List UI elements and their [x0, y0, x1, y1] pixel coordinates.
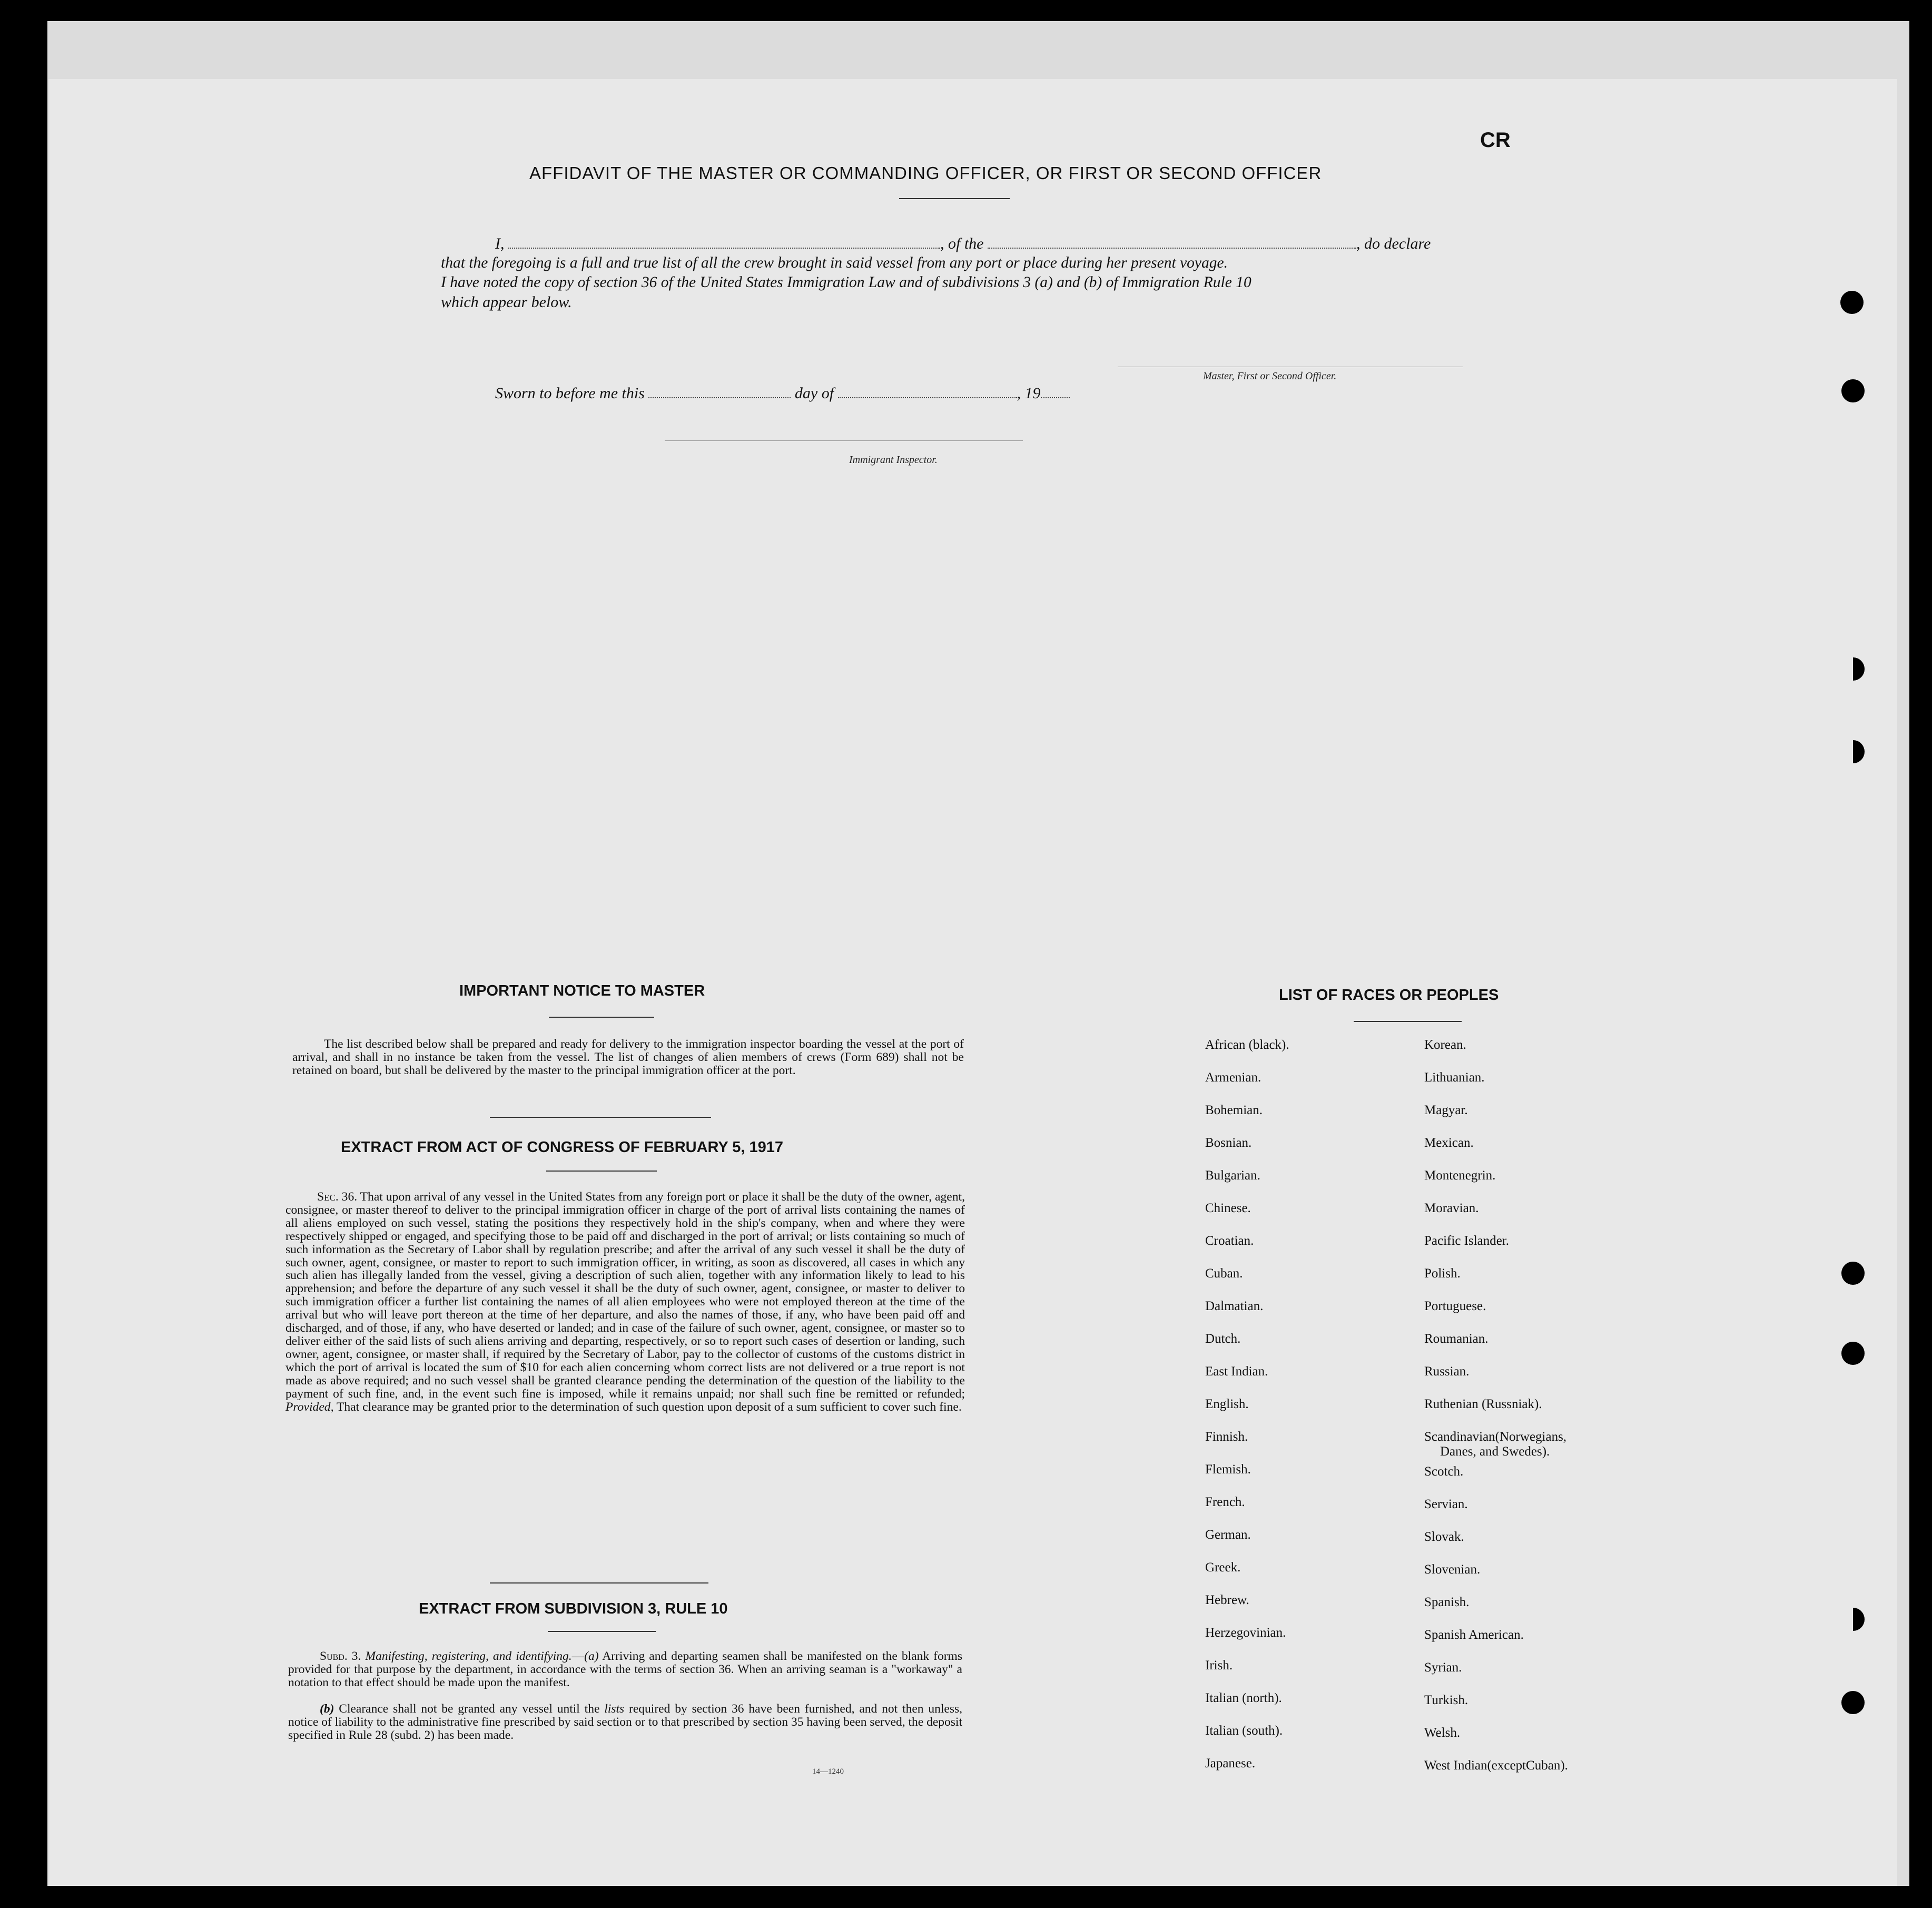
rule-text-a: Subd. 3. Manifesting, registering, and identifying.—(a) Arriving and departing seamen shall be manifested on the blank forms provided for that purpose by the department, in accordance with the terms of section 36. When an arriving seaman is a "workaway" a notation to that effect should be made upon the manifest.	[288, 1649, 962, 1689]
heading-rule	[899, 198, 1010, 199]
races-rule	[1354, 1021, 1462, 1022]
notice-rule	[549, 1017, 654, 1018]
sworn-label: Sworn to before me this	[495, 385, 645, 402]
punch-hole	[1841, 1262, 1865, 1285]
race-item: Ruthenian (Russniak).	[1424, 1397, 1542, 1411]
race-item: Chinese.	[1205, 1201, 1251, 1215]
affidavit-heading: AFFIDAVIT OF THE MASTER OR COMMANDING OFFICER, OR FIRST OR SECOND OFFICER	[529, 163, 1322, 183]
race-item: Roumanian.	[1424, 1332, 1489, 1346]
subd-title: Manifesting, registering, and identifying.	[365, 1649, 572, 1663]
race-item: Scandinavian(Norwegians,	[1424, 1430, 1567, 1444]
sec-body-end: That clearance may be granted prior to the determination of such question upon deposit of a sum sufficient to cover such fine.	[337, 1400, 962, 1414]
punch-hole	[1841, 740, 1865, 763]
race-item: Bulgarian.	[1205, 1168, 1260, 1183]
punch-hole	[1841, 657, 1865, 681]
affidavit-line-2: that the foregoing is a full and true list of all the crew brought in said vessel from any port or place during her present voyage.	[441, 254, 1228, 271]
race-item: Portuguese.	[1424, 1299, 1486, 1313]
sworn-year-field[interactable]	[1041, 397, 1070, 398]
form-sheet	[48, 79, 1897, 1886]
race-item: English.	[1205, 1397, 1249, 1411]
a-label: (a)	[584, 1649, 599, 1663]
master-caption: Master, First or Second Officer.	[1203, 370, 1337, 382]
inspector-signature-line[interactable]	[665, 440, 1023, 441]
race-item: Danes, and Swedes).	[1440, 1444, 1550, 1459]
separator-rule	[490, 1117, 711, 1118]
act-rule	[546, 1171, 657, 1172]
punch-hole	[1841, 1608, 1865, 1631]
race-item: Cuban.	[1205, 1266, 1243, 1281]
declare-label: , do declare	[1356, 235, 1431, 252]
sworn-month-field[interactable]	[838, 397, 1017, 398]
race-item: Lithuanian.	[1424, 1070, 1485, 1085]
affidavit-line-1	[495, 235, 1431, 253]
race-item: Pacific Islander.	[1424, 1234, 1510, 1248]
rule-heading-rule	[548, 1631, 656, 1632]
subd-label: Subd. 3.	[320, 1649, 361, 1663]
race-item: French.	[1205, 1495, 1245, 1509]
race-item: Scotch.	[1424, 1464, 1464, 1479]
race-item: East Indian.	[1205, 1364, 1268, 1379]
sworn-day-field[interactable]	[648, 397, 791, 398]
i-label: I,	[495, 235, 505, 252]
year-label: , 19	[1017, 385, 1041, 402]
race-item: Servian.	[1424, 1497, 1468, 1511]
form-number: 14—1240	[812, 1767, 844, 1776]
race-item: Turkish.	[1424, 1693, 1468, 1707]
race-item: Herzegovinian.	[1205, 1626, 1286, 1640]
rule-text-b	[288, 1703, 962, 1742]
race-item: Magyar.	[1424, 1103, 1468, 1117]
race-item: Mexican.	[1424, 1136, 1474, 1150]
race-item: Hebrew.	[1205, 1593, 1249, 1607]
punch-hole	[1841, 379, 1865, 402]
b-text-2: required by section 36 have been furnished, and not then unless, notice of liability to the administrative fine prescribed by said section or to that prescribed by section 35 having been served, the deposit specified in Rule 28 (subd. 2) has been made.	[288, 1702, 963, 1742]
race-item: Dutch.	[1205, 1332, 1241, 1346]
race-item: Armenian.	[1205, 1070, 1261, 1085]
punch-hole	[1840, 291, 1864, 314]
race-item: Bohemian.	[1205, 1103, 1263, 1117]
b-lists: lists	[604, 1702, 625, 1716]
a-text: Arriving and departing seamen shall be manifested on the blank forms provided for that purpose by the department, in accordance with the terms of section 36. When an arriving seaman is a "workaway" a notation to that effect should be made upon the manifest.	[288, 1649, 962, 1689]
race-item: Russian.	[1424, 1364, 1470, 1379]
race-item: Slovenian.	[1424, 1562, 1481, 1577]
race-item: Syrian.	[1424, 1660, 1462, 1675]
race-item: Italian (north).	[1205, 1691, 1282, 1705]
rule-heading: EXTRACT FROM SUBDIVISION 3, RULE 10	[419, 1600, 728, 1617]
inspector-caption: Immigrant Inspector.	[849, 454, 938, 466]
b-label: (b)	[320, 1702, 334, 1716]
vessel-field[interactable]	[988, 247, 1356, 249]
act-heading: EXTRACT FROM ACT OF CONGRESS OF FEBRUARY 5, 1917	[341, 1139, 784, 1156]
affidavit-line-4: which appear below.	[441, 293, 572, 311]
sworn-line	[495, 385, 1070, 402]
race-item: Flemish.	[1205, 1462, 1251, 1477]
corner-heading-fragment: CR	[1480, 129, 1511, 152]
race-item: Greek.	[1205, 1560, 1241, 1575]
separator-rule-2	[490, 1582, 708, 1584]
race-item: Dalmatian.	[1205, 1299, 1264, 1313]
sec-body: That upon arrival of any vessel in the United States from any foreign port or place it shall be the duty of the owner, agent, consignee, or master thereof to deliver to the principal immigration officer in charge of the port of arrival lists containing the names of all aliens employed on such vessel, stating the positions they respectively hold in the ship's company, when and where they were respectively shipped or engaged, and specifying those to be paid off and discharged in the port of arrival; or lists containing so much of such information as the Secretary of Labor shall by regulation prescribe; and after the arrival of any such vessel it shall be the duty of such owner, agent, consignee, or master to report to such immigration officer, in writing, as soon as discovered, all cases in which any such alien has illegally landed from the vessel, giving a description of such alien, together with any information likely to lead to his apprehension; and before the departure of any such vessel it shall be the duty of such owner, agent, consignee, or master to deliver to such immigration officer a further list containing the names of all alien employees who were not employed thereon at the time of the arrival but who will leave port thereon at the time of her departure, and also the names of those, if any, who have been paid off and discharged, and of those, if any, who have deserted or landed; and in case of the failure of such owner, agent, consignee, or master so to deliver either of the said lists of such aliens arriving and departing, respectively, or so to report such cases of desertion or landing, such owner, agent, consignee, or master shall, if required by the Secretary of Labor, pay to the collector of customs of the customs district in which the port of arrival is located the sum of $10 for each alien concerning whom correct lists are not delivered or a true report is not made as above required; and no such vessel shall be granted clearance pending the determination of the question of the liability to the payment of such fine, and, in the event such fine is imposed, while it remains unpaid; nor shall such fine be remitted or refunded;	[285, 1190, 965, 1401]
punch-hole	[1841, 1691, 1865, 1714]
name-field[interactable]	[508, 247, 940, 249]
race-item: Finnish.	[1205, 1430, 1248, 1444]
punch-hole	[1841, 1342, 1865, 1365]
races-heading: LIST OF RACES OR PEOPLES	[1279, 987, 1499, 1004]
race-item: Welsh.	[1424, 1726, 1461, 1740]
race-item: Spanish American.	[1424, 1628, 1524, 1642]
act-text	[285, 1191, 965, 1413]
sec-label: Sec. 36.	[317, 1190, 358, 1204]
race-item: Spanish.	[1424, 1595, 1470, 1609]
race-item: Korean.	[1424, 1038, 1466, 1052]
race-item: Irish.	[1205, 1658, 1233, 1673]
race-item: African (black).	[1205, 1038, 1289, 1052]
notice-heading: IMPORTANT NOTICE TO MASTER	[459, 982, 705, 999]
race-item: Japanese.	[1205, 1756, 1256, 1771]
affidavit-line-3: I have noted the copy of section 36 of the United States Immigration Law and of subdivisions 3 (a) and (b) of Immigration Rule 10	[441, 274, 1251, 291]
b-text-1: Clearance shall not be granted any vessel until the	[339, 1702, 600, 1716]
race-item: Moravian.	[1424, 1201, 1479, 1215]
race-item: Polish.	[1424, 1266, 1461, 1281]
race-item: Bosnian.	[1205, 1136, 1252, 1150]
race-item: Slovak.	[1424, 1530, 1464, 1544]
race-item: West Indian(exceptCuban).	[1424, 1758, 1568, 1773]
provided-label: Provided,	[285, 1400, 334, 1414]
race-item: German.	[1205, 1528, 1251, 1542]
race-item: Montenegrin.	[1424, 1168, 1496, 1183]
race-item: Croatian.	[1205, 1234, 1254, 1248]
of-label: , of the	[940, 235, 984, 252]
race-item: Italian (south).	[1205, 1724, 1283, 1738]
notice-text: The list described below shall be prepared and ready for delivery to the immigration inspector boarding the vessel at the port of arrival, and shall in no instance be taken from the vessel. The list of changes of alien members of crews (Form 689) shall not be retained on board, but shall be delivered by the master to the principal immigration officer at the port.	[292, 1037, 964, 1077]
day-of-label: day of	[794, 385, 834, 402]
